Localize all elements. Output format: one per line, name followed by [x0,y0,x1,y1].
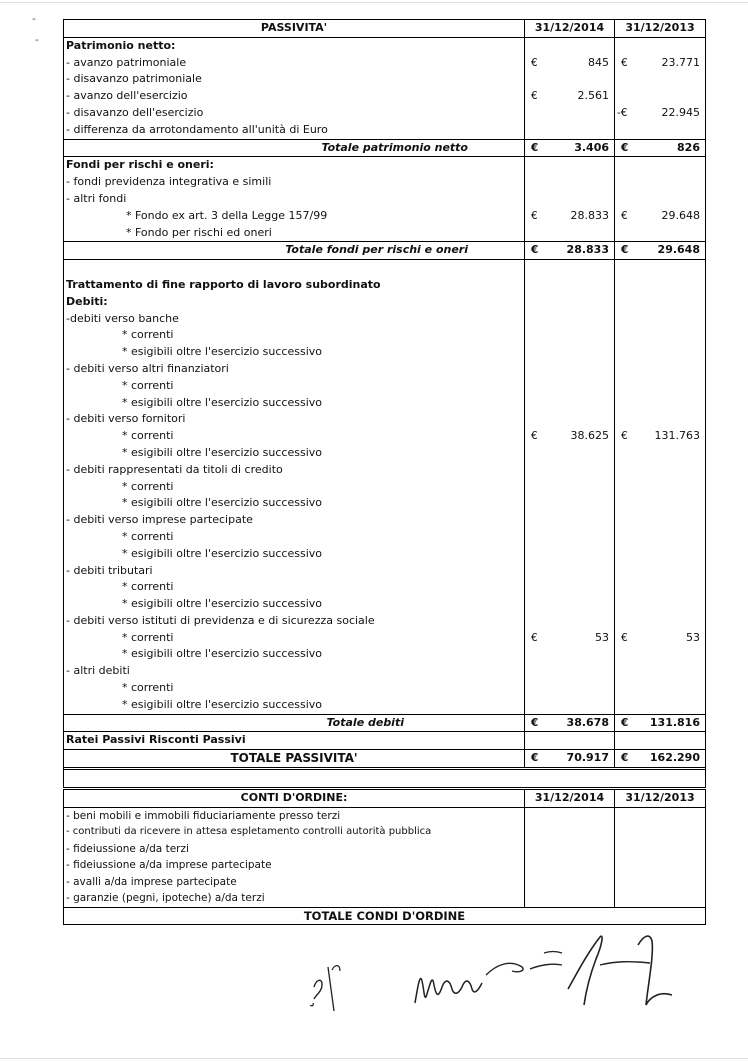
row-label: - beni mobili e immobili fiduciariamente presso terzi [66,809,341,822]
currency-symbol: € [531,56,538,69]
value-2014: 28.833 [566,243,609,257]
value-2013: 162.290 [649,751,700,765]
value-2013: 22.945 [661,105,700,119]
table-row [64,277,705,294]
value-2014: 38.678 [566,715,609,729]
row-label: - disavanzo dell'esercizio [66,105,204,119]
value-2013: 131.763 [654,429,700,443]
row-label: * correnti [122,328,174,342]
row-label: * Fondo ex art. 3 della Legge 157/99 [126,208,328,222]
table-row [64,646,705,663]
currency-symbol: € [621,631,628,644]
row-label: - altri debiti [66,664,130,678]
total-label: Totale patrimonio netto [321,140,468,154]
row-label: - fondi previdenza integrativa e simili [66,175,272,189]
row-label: - disavanzo patrimoniale [66,72,202,86]
row-label: * esigibili oltre l'esercizio successivo [122,697,322,711]
handwritten-signatures [300,925,700,1020]
table-row [64,546,705,563]
row-label: -debiti verso banche [66,311,179,325]
table-row [64,55,705,72]
row-label: - debiti verso imprese partecipate [66,513,253,527]
scan-edge-top [0,2,748,3]
table-row [64,890,705,908]
value-2013: 53 [686,630,700,644]
table-row [64,71,705,88]
row-label: * esigibili oltre l'esercizio successivo [122,345,322,359]
row-label: - avalli a/da imprese partecipate [66,875,237,888]
row-label: - fideiussione a/da imprese partecipate [66,859,272,871]
currency-symbol: € [621,56,628,69]
row-label: - debiti rappresentati da titoli di credito [66,462,283,476]
row-label: - debiti verso altri finanziatori [66,361,229,375]
total-row [64,714,705,733]
table-row [64,563,705,580]
scan-mark: - [35,33,39,46]
table-row [64,841,705,858]
table-row [64,327,705,344]
value-2014: 845 [588,55,609,69]
row-label: - debiti tributari [66,563,153,577]
grand-total-label: TOTALE PASSIVITA' [230,751,358,766]
table-header [64,20,705,38]
blank-row [64,770,705,787]
row-label: - debiti verso fornitori [66,412,186,426]
currency-symbol: € [531,430,538,443]
blank-row [64,260,705,277]
table-row [64,462,705,479]
section-label: Trattamento di fine rapporto di lavoro subordinato [66,277,381,291]
scan-edge-bottom [0,1058,748,1059]
table-row [64,824,705,841]
value-2014: 53 [595,630,609,644]
value-2013: 23.771 [661,55,700,69]
header-col-2013: 31/12/2013 [614,790,705,807]
currency-symbol: € [531,244,539,257]
row-label: - differenza da arrotondamento all'unità di Euro [66,122,328,136]
table-header [64,790,705,808]
currency-symbol: € [621,716,629,729]
header-title: CONTI D'ORDINE: [240,791,348,804]
row-label: - avanzo patrimoniale [66,55,187,69]
currency-symbol: € [531,752,539,765]
row-label: * esigibili oltre l'esercizio successivo [122,445,322,459]
value-2013: 131.816 [649,715,700,729]
table-row [64,613,705,630]
table-row [64,395,705,412]
header-col-2013: 31/12/2013 [614,20,705,37]
conti-ordine-table [63,789,706,925]
row-label: * correnti [122,429,174,443]
section-label: Ratei Passivi Risconti Passivi [66,733,246,747]
table-row [64,174,705,191]
table-row [64,361,705,378]
currency-symbol: € [621,141,629,154]
currency-symbol: € [531,209,538,222]
currency-symbol: € [621,752,629,765]
currency-symbol: € [531,716,539,729]
table-row [64,191,705,208]
currency-symbol: € [621,244,629,257]
total-row [64,241,705,260]
table-row [64,596,705,613]
table-row [64,630,705,647]
row-label: * correnti [122,378,174,392]
table-row [64,732,705,749]
row-label: * correnti [122,681,174,695]
row-label: * correnti [122,580,174,594]
value-2014: 38.625 [570,429,609,443]
table-row [64,208,705,225]
value-2014: 2.561 [577,89,609,103]
table-row [64,874,705,891]
table-row [64,38,705,55]
table-row [64,157,705,174]
value-2013: 29.648 [661,208,700,222]
header-col-2014: 31/12/2014 [524,20,614,37]
total-label: Totale fondi per rischi e oneri [285,243,468,257]
row-label: - garanzie (pegni, ipoteche) a/da terzi [66,892,265,904]
row-label: * esigibili oltre l'esercizio successivo [122,647,322,661]
currency-symbol: € [621,430,628,443]
row-label: * Fondo per rischi ed oneri [126,225,272,239]
row-label: - debiti verso istituti di previdenza e di sicurezza sociale [66,613,375,627]
currency-symbol: -€ [617,106,628,119]
table-row [64,378,705,395]
table-row [64,857,705,874]
scan-mark: - [32,12,36,25]
row-label: - fideiussione a/da terzi [66,842,189,855]
table-row [64,311,705,328]
currency-symbol: € [621,209,628,222]
table-row [64,579,705,596]
table-row [64,808,705,825]
table-row [64,512,705,529]
total-label: TOTALE CONDI D'ORDINE [303,908,466,923]
table-row [64,411,705,428]
row-label: * esigibili oltre l'esercizio successivo [122,597,322,611]
total-row [64,139,705,158]
table-row [64,122,705,139]
section-label: Fondi per rischi e oneri: [66,158,214,172]
row-label: * esigibili oltre l'esercizio successivo [122,496,322,510]
table-row [64,680,705,697]
value-2013: 29.648 [657,243,700,257]
row-label: * correnti [122,529,174,543]
currency-symbol: € [531,90,538,103]
table-row [64,344,705,361]
row-label: * correnti [122,630,174,644]
table-row [64,225,705,242]
currency-symbol: € [531,141,539,154]
row-label: - avanzo dell'esercizio [66,89,188,103]
grand-total-row [64,749,705,770]
table-row [64,697,705,714]
value-2013: 826 [677,140,700,154]
table-row [64,495,705,512]
row-label: * correnti [122,479,174,493]
header-col-2014: 31/12/2014 [524,790,614,807]
table-row [64,445,705,462]
row-label: * esigibili oltre l'esercizio successivo [122,546,322,560]
row-label: - contributi da ricevere in attesa espletamento controlli autorità pubblica [66,826,432,837]
table-row [64,663,705,680]
value-2014: 70.917 [566,751,609,765]
row-label: * esigibili oltre l'esercizio successivo [122,395,322,409]
table-row [64,529,705,546]
row-label: - altri fondi [66,191,127,205]
value-2014: 28.833 [570,208,609,222]
table-row [64,88,705,105]
value-2014: 3.406 [574,140,609,154]
currency-symbol: € [531,631,538,644]
passivita-table [63,19,706,788]
header-title: PASSIVITA' [260,21,328,34]
table-row [64,479,705,496]
total-label: Totale debiti [326,715,404,729]
section-label: Patrimonio netto: [66,38,176,52]
table-row [64,428,705,445]
table-row [64,105,705,122]
total-row [64,908,705,925]
table-row [64,294,705,311]
section-label: Debiti: [66,294,108,308]
